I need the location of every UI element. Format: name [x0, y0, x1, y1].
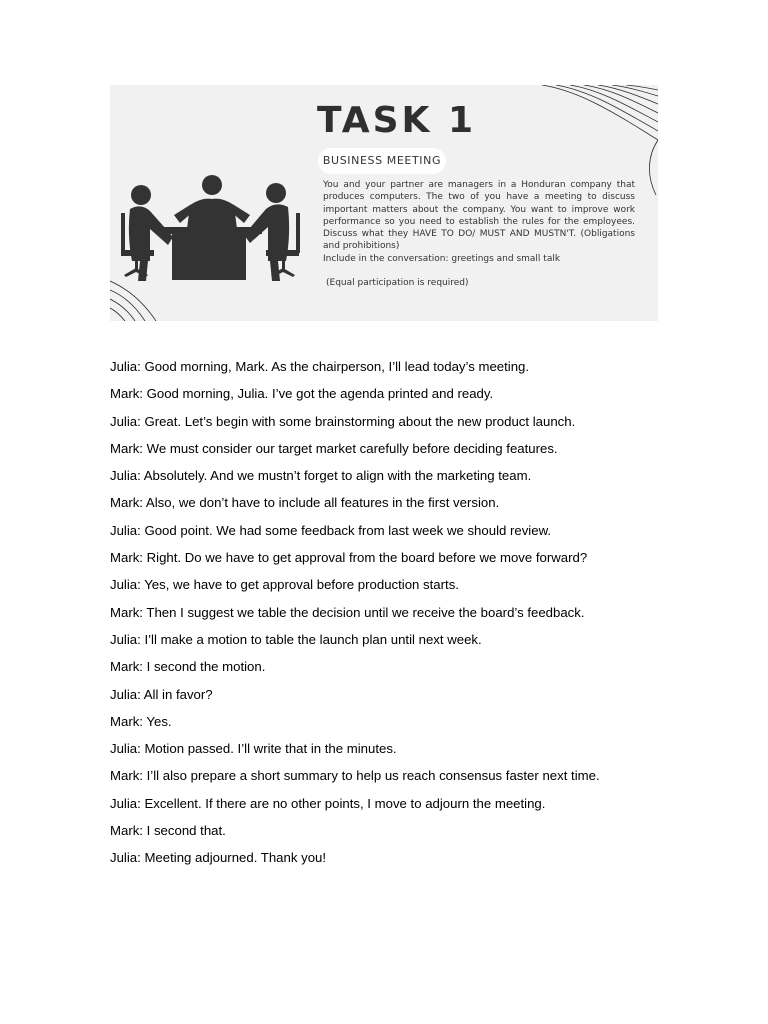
dialogue-line: Julia: Meeting adjourned. Thank you!	[110, 850, 327, 866]
dialogue-line: Julia: Motion passed. I’ll write that in the minutes.	[110, 741, 397, 757]
dialogue-line: Mark: Also, we don’t have to include all features in the first version.	[110, 495, 500, 511]
dialogue-line: Mark: Yes.	[110, 713, 172, 729]
dialogue-line: Julia: All in favor?	[110, 686, 213, 702]
dialogue-line: Mark: I second the motion.	[110, 659, 266, 675]
task-subtitle-badge: BUSINESS MEETING	[318, 148, 446, 174]
dialogue-line: Julia: I’ll make a motion to table the launch plan until next week.	[110, 631, 482, 647]
task-instructions: You and your partner are managers in a Honduran company that produces computers. The two of you have a meeting to discuss important matters about the company. You want to improve work performance so you need to establish the rules for the employees. Discuss what they HAVE TO DO/ MUST AND MUSTN'T. (Obligations and prohibitions)	[323, 180, 635, 252]
dialogue-line: Mark: Right. Do we have to get approval from the board before we move forward?	[110, 550, 588, 566]
dialogue-line: Julia: Excellent. If there are no other points, I move to adjourn the meeting.	[110, 795, 546, 811]
dialogue-line: Julia: Absolutely. And we mustn’t forget to align with the marketing team.	[110, 468, 532, 484]
task-participation-note: (Equal participation is required)	[326, 278, 469, 289]
task-banner	[110, 85, 658, 321]
dialogue-line: Mark: I’ll also prepare a short summary to help us reach consensus faster next time.	[110, 768, 600, 784]
dialogue-line: Julia: Good morning, Mark. As the chairperson, I’ll lead today’s meeting.	[110, 359, 530, 374]
task-title: TASK 1	[317, 100, 477, 141]
dialogue-line: Mark: Good morning, Julia. I’ve got the agenda printed and ready.	[110, 386, 494, 402]
dialogue-line: Julia: Good point. We had some feedback from last week we should review.	[110, 522, 552, 538]
dialogue-line: Mark: I second that.	[110, 823, 226, 839]
task-include-note: Include in the conversation: greetings and small talk	[323, 253, 561, 264]
dialogue-line: Julia: Great. Let’s begin with some brainstorming about the new product launch.	[110, 413, 576, 429]
dialogue-line: Mark: We must consider our target market carefully before deciding features.	[110, 440, 558, 456]
dialogue-line: Mark: Then I suggest we table the decision until we receive the board’s feedback.	[110, 604, 585, 620]
task-description	[323, 179, 635, 289]
dialogue	[110, 357, 670, 876]
dialogue-line: Julia: Yes, we have to get approval before production starts.	[110, 577, 459, 593]
